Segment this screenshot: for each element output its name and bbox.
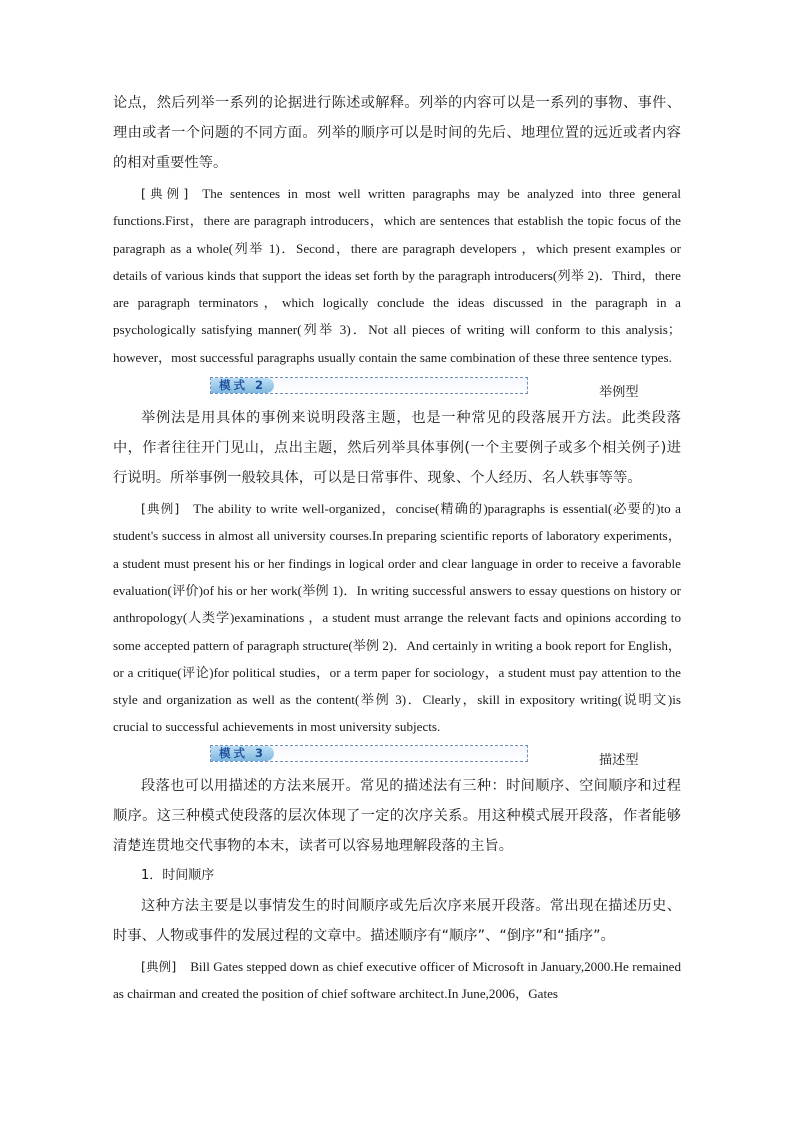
mode3-example xyxy=(113,953,681,1008)
mode2-description: 举例法是用具体的事例来说明段落主题，也是一种常见的段落展开方法。此类段落中，作者往往开门见山，点出主题，然后列举具体事例(一个主要例子或多个相关例子)进行说明。所举事例一般较具体，可以是日常事件、现象、个人经历、名人轶事等等。 xyxy=(113,410,681,487)
mode2-example xyxy=(113,495,681,741)
mode2-type: 举例型 xyxy=(599,385,639,401)
mode3-sub-description: 这种方法主要是以事情发生的时间顺序或先后次序来展开段落。常出现在描述历史、时事、人物或事件的发展过程的文章中。描述顺序有“顺序”、“倒序”和“插序”。 xyxy=(113,897,681,944)
example-tag: [典例] xyxy=(141,501,180,517)
mode3-subheading: 1．时间顺序 xyxy=(141,867,215,883)
mode3-type: 描述型 xyxy=(599,752,639,768)
mode3-example-text: Bill Gates stepped down as chief executive officer of Microsoft in January,2000.He remained as chairman and created the position of chief software architect.In June,2006，Gates xyxy=(113,958,681,1002)
section1-example xyxy=(113,180,681,371)
example-tag: [典例] xyxy=(141,958,177,974)
section1-example-text: The sentences in most well written paragraphs may be analyzed into three general functions.First，there are paragraph introducers，which are sentences that establish the topic focus of the paragraph as a whole(列举 1)．Second，there are paragraph developers ，which present examples or details of various kinds that support the ideas set forth by the paragraph introducers(列举 2)．Third，there are paragraph terminators，which logically conclude the ideas discussed in the paragraph in a psychologically satisfying manner(列举 3)．Not all pieces of writing will conform to this analysis；however，most successful paragraphs usually contain the same combination of these three sentence types. xyxy=(113,186,681,365)
mode3-description: 段落也可以用描述的方法来展开。常见的描述法有三种：时间顺序、空间顺序和过程顺序。这三种模式使段落的层次体现了一定的次序关系。用这种模式展开段落，作者能够清楚连贯地交代事物的本末，读者可以容易地理解段落的主旨。 xyxy=(113,777,681,854)
mode3-header xyxy=(113,743,681,771)
document-page xyxy=(113,88,681,1007)
mode2-example-text: The ability to write well-organized，concise(精确的)paragraphs is essential(必要的)to a student's success in almost all university courses.In preparing scientific reports of laboratory experiments，a student must present his or her findings in logical order and clear language in order to receive a favorable evaluation(评价)of his or her work(举例 1)．In writing successful answers to essay questions on history or anthropology(人类学)examinations ，a student must arrange the relevant facts and opinions according to some accepted pattern of paragraph structure(举例 2)．And certainly in writing a book report for English，or a critique(评论)for political studies，or a term paper for sociology，a student must pay attention to the style and organization as well as the content(举例 3)．Clearly，skill in expository writing(说明文)is crucial to successful achievements in most university subjects. xyxy=(113,501,681,735)
example-tag: [典例] xyxy=(141,186,189,201)
section1-intro: 论点，然后列举一系列的论据进行陈述或解释。列举的内容可以是一系列的事物、事件、理由或者一个问题的不同方面。列举的顺序可以是时间的先后、地理位置的远近或者内容的相对重要性等。 xyxy=(113,95,681,171)
mode2-header xyxy=(113,375,681,403)
mode3-label: 模式 3 xyxy=(211,746,274,761)
mode2-label: 模式 2 xyxy=(211,378,274,393)
